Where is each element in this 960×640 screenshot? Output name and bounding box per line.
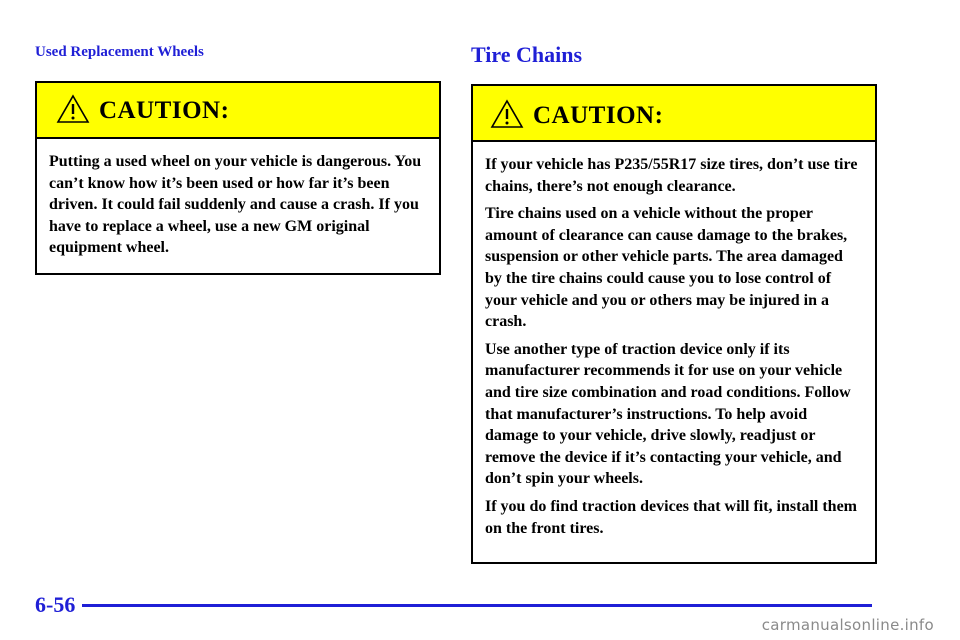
caution-box-tire-chains <box>471 84 877 564</box>
heading-tire-chains: Tire Chains <box>471 42 583 67</box>
caution-body <box>473 142 875 539</box>
caution-header <box>473 86 875 142</box>
caution-body <box>37 139 439 259</box>
caution-paragraph: If you do find traction devices that will fit, install them on the front tires. <box>485 497 857 537</box>
caution-paragraph: If your vehicle has P235/55R17 size tires, don’t use tire chains, there’s not enough clearance. <box>485 156 858 195</box>
subheading-used-replacement-wheels: Used Replacement Wheels <box>35 44 204 60</box>
warning-triangle-icon <box>56 94 90 124</box>
caution-box-wheels <box>35 81 441 275</box>
caution-paragraph: Tire chains used on a vehicle without the proper amount of clearance can cause damage to the brakes, suspension or other vehicle parts. The area damaged by the tire chains could cause you to lose control of your vehicle and you or others may be injured in a crash. <box>485 205 848 331</box>
caution-label: CAUTION: <box>533 102 664 129</box>
footer-rule <box>82 604 872 607</box>
caution-header <box>37 83 439 139</box>
warning-triangle-icon <box>490 99 524 129</box>
caution-paragraph: Use another type of traction device only if its manufacturer recommends it for use on your vehicle and tire size combination and road conditions. Follow that manufacturer’s instructions. To help avoid damage to your vehicle, drive slowly, readjust or remove the device if it’s contacting your vehicle, and don’t spin your wheels. <box>485 340 851 488</box>
caution-label: CAUTION: <box>99 97 230 124</box>
watermark: carmanualsonline.info <box>761 616 934 634</box>
page-number: 6-56 <box>35 592 76 617</box>
caution-paragraph: Putting a used wheel on your vehicle is dangerous. You can’t know how it’s been used or how far it’s been driven. It could fail suddenly and cause a crash. If you have to replace a wheel, use a new GM original equipment wheel. <box>49 153 422 257</box>
